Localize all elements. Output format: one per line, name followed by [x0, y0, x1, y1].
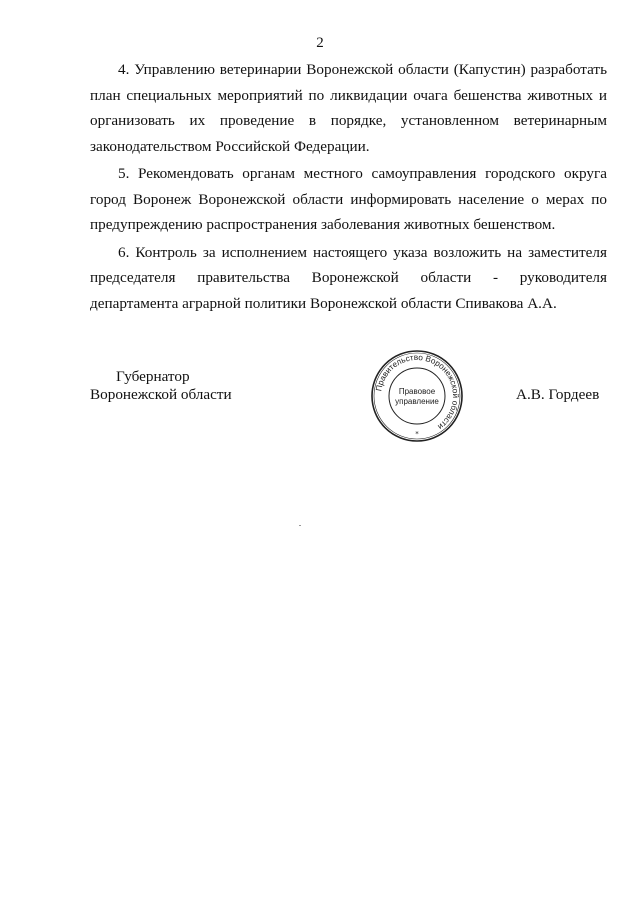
paragraph-line: законодательством Российской Федерации. [90, 137, 370, 155]
document-body [90, 57, 607, 318]
signatory-title-line2: Воронежской области [90, 386, 232, 403]
signatory-name: А.В. Гордеев [516, 386, 600, 403]
paragraph-line: председателя правительства Воронежской области - руководителя [90, 269, 607, 286]
paragraph-line: план специальных мероприятий по ликвидации очага бешенства животных и [90, 86, 607, 104]
paragraph-line: департамента аграрной политики Воронежской области Спивакова А.А. [90, 294, 557, 312]
paragraph-line: 4. Управлению ветеринарии Воронежской области (Капустин) разработать [118, 61, 607, 78]
seal-ring-text: Правительство Воронежской области [374, 352, 461, 432]
seal-center-line1: Правовое [398, 387, 436, 396]
seal-star-icon: * [415, 430, 419, 438]
page-number: 2 [316, 35, 324, 51]
paragraph-5 [90, 161, 607, 238]
paragraph-line: 6. Контроль за исполнением настоящего указа возложить на заместителя [118, 243, 607, 261]
paragraph-4 [90, 57, 607, 159]
paragraph-line: организовать их проведение в порядке, установленном ветеринарным [90, 112, 607, 129]
signatory-title-line1: Губернатор [116, 368, 190, 385]
paragraph-6 [90, 240, 607, 317]
official-seal-stamp [370, 349, 464, 443]
seal-center-line2: управление [395, 397, 439, 406]
scan-speck [299, 525, 301, 526]
signatory-title [90, 368, 232, 404]
paragraph-line: город Воронеж Воронежской области информировать население о мерах по [90, 190, 607, 208]
paragraph-line: предупреждению распространения заболевания животных бешенством. [90, 216, 556, 233]
paragraph-line: 5. Рекомендовать органам местного самоуправления городского округа [118, 165, 607, 182]
